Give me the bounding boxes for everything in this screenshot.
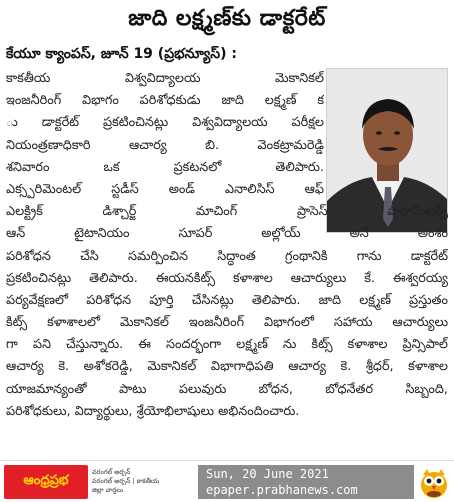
article-line: యాజమాన్యంతో పాటు పలువురు బోధన, బోధనేతర సిబ్బంది, xyxy=(6,381,448,397)
article-body xyxy=(6,68,448,423)
epaper-footer xyxy=(0,460,454,502)
footer-small-line: వరంగల్ అర్బన్ | కాకతీయ xyxy=(92,477,160,485)
footer-small-line: వరంగల్ అర్బన్ xyxy=(92,468,131,476)
article-line: ఎలక్ట్రిక్ డిశ్చార్జ్ మాచింగ్ ప్రాసెస్ పారామీటర్స్ xyxy=(6,204,448,220)
article-line: కిట్స్ కళాశాలలో మెకానికల్ ఇంజనీరింగ్ విభాగంలో సహాయ ఆచార్యులు xyxy=(6,315,448,331)
edition-date: Sun, 20 June 2021 xyxy=(206,467,329,481)
article-line: పరిశోధన చేసి సమర్పించిన సిద్ధాంత గ్రంథానికి గాను డాక్టరేట్ xyxy=(6,248,448,264)
edition-url[interactable]: epaper.prabhanews.com xyxy=(206,483,358,497)
andhraprabha-logo: ఆంధ్రప్రభ xyxy=(4,465,88,499)
article-line: ఆచార్య కె. అశోకరెడ్డి, మెకానికల్ విభాగాధిపతి ఆచార్య కె. శ్రీధర్, కళాశాల xyxy=(6,359,448,375)
article-line: ప్రకటించినట్లు తెలిపారు. ఈయనకిట్స్ కళాశాల ఆచార్యులు కే. ఈశ్వరయ్య xyxy=(6,270,448,286)
article-line: ఎక్స్పరిమెంటల్ స్టడీస్ అండ్ ఎనాలిసిస్ ఆఫ్ xyxy=(6,181,324,197)
article-line: ఆన్ టైటానియం సూపర్ అల్లోయ్ అనే అంశం xyxy=(6,226,448,242)
article-line: కాకతీయ విశ్వవిద్యాలయ మెకానికల్ xyxy=(6,71,324,86)
article-line: ఇంజనీరింగ్ విభాగం పరిశోధకుడు జాది లక్ష్మణ్ క xyxy=(6,93,324,109)
owl-mascot-icon xyxy=(418,465,450,499)
article-line: శనివారం ఒక ప్రకటనలో తెలిపారు. xyxy=(6,159,324,175)
article-line: పర్యవేక్షణలో పరిశోధన పూర్తి చేసినట్లు తెలిపారు. జాది లక్ష్మణ్ ప్రస్తుతం xyxy=(6,292,448,308)
article-line: నియంత్రణాధికారి ఆచార్య బి. వెంకట్రామరెడ్డి xyxy=(6,137,324,153)
article-line: గా పని చేస్తున్నారు. ఈ సందర్భంగా లక్ష్మణ్ ను కిట్స్ కళాశాల ప్రిన్సిపాల్ xyxy=(6,337,448,353)
article-line: ు డాక్టరేట్ ప్రకటించినట్లు విశ్వవిద్యాలయ పరీక్షల xyxy=(6,115,324,131)
headline: జాది లక్ష్మణ్‌కు డాక్టరేట్ xyxy=(128,6,326,31)
footer-small-line: జిల్లా వార్తలు xyxy=(92,486,124,494)
edition-info xyxy=(198,465,414,499)
dateline: కేయూ క్యాంపస్, జూన్ 19 (ప్రభన్యూస్) : xyxy=(6,46,237,62)
article-line: పరిశోధకులు, విద్యార్థులు, శ్రేయోభిలాషులు అభినందించారు. xyxy=(6,403,300,419)
